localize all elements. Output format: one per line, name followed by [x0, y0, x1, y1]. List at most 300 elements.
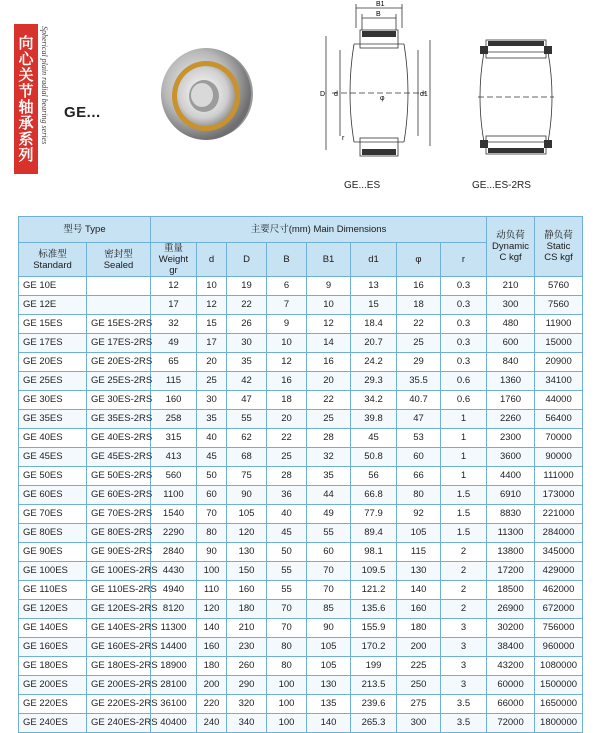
cell-weight: 18900 — [151, 657, 197, 676]
cell-dynamic-load: 18500 — [487, 581, 535, 600]
cell-weight: 65 — [151, 353, 197, 372]
table-row — [19, 676, 583, 695]
cell-d1: 121.2 — [351, 581, 397, 600]
header-B: B — [267, 243, 307, 277]
table-row — [19, 524, 583, 543]
cell-sealed: GE 80ES-2RS — [87, 524, 151, 543]
table-row — [19, 410, 583, 429]
cell-d: 80 — [197, 524, 227, 543]
cell-B: 9 — [267, 315, 307, 334]
cell-sealed: GE 40ES-2RS — [87, 429, 151, 448]
cell-r: 3 — [441, 657, 487, 676]
cell-phi: 47 — [397, 410, 441, 429]
cell-weight: 12 — [151, 277, 197, 296]
cell-r: 0.3 — [441, 277, 487, 296]
cell-d1: 66.8 — [351, 486, 397, 505]
cell-B: 6 — [267, 277, 307, 296]
cell-weight: 315 — [151, 429, 197, 448]
cell-static-load: 56400 — [535, 410, 583, 429]
cell-D: 75 — [227, 467, 267, 486]
cell-sealed: GE 17ES-2RS — [87, 334, 151, 353]
cell-static-load: 1650000 — [535, 695, 583, 714]
cell-phi: 35.5 — [397, 372, 441, 391]
cell-B: 16 — [267, 372, 307, 391]
cell-phi: 22 — [397, 315, 441, 334]
cell-sealed: GE 70ES-2RS — [87, 505, 151, 524]
label-D: D — [320, 91, 326, 98]
cell-static-load: 90000 — [535, 448, 583, 467]
cell-D: 35 — [227, 353, 267, 372]
table-row — [19, 657, 583, 676]
cell-d: 240 — [197, 714, 227, 733]
cell-B1: 140 — [307, 714, 351, 733]
cell-B1: 22 — [307, 391, 351, 410]
cell-r: 1.5 — [441, 505, 487, 524]
cell-D: 19 — [227, 277, 267, 296]
cell-r: 3.5 — [441, 714, 487, 733]
cell-sealed: GE 140ES-2RS — [87, 619, 151, 638]
cell-B: 50 — [267, 543, 307, 562]
cell-d: 45 — [197, 448, 227, 467]
table-body — [19, 277, 583, 733]
cell-r: 0.3 — [441, 334, 487, 353]
cell-d1: 56 — [351, 467, 397, 486]
cell-weight: 160 — [151, 391, 197, 410]
cell-dynamic-load: 600 — [487, 334, 535, 353]
table-row — [19, 695, 583, 714]
cell-d1: 29.3 — [351, 372, 397, 391]
cell-D: 150 — [227, 562, 267, 581]
cell-d1: 15 — [351, 296, 397, 315]
cell-dynamic-load: 26900 — [487, 600, 535, 619]
cell-weight: 28100 — [151, 676, 197, 695]
cell-phi: 140 — [397, 581, 441, 600]
cell-B: 25 — [267, 448, 307, 467]
cell-standard: GE 45ES — [19, 448, 87, 467]
cell-B1: 16 — [307, 353, 351, 372]
cell-weight: 115 — [151, 372, 197, 391]
cell-phi: 105 — [397, 524, 441, 543]
cell-D: 68 — [227, 448, 267, 467]
table-row — [19, 315, 583, 334]
cell-weight: 1540 — [151, 505, 197, 524]
cell-standard: GE 80ES — [19, 524, 87, 543]
cell-standard: GE 240ES — [19, 714, 87, 733]
cell-dynamic-load: 3600 — [487, 448, 535, 467]
cell-d: 100 — [197, 562, 227, 581]
table-row — [19, 429, 583, 448]
cell-dynamic-load: 43200 — [487, 657, 535, 676]
table-row — [19, 334, 583, 353]
cell-B1: 105 — [307, 657, 351, 676]
cell-dynamic-load: 17200 — [487, 562, 535, 581]
cell-phi: 225 — [397, 657, 441, 676]
cell-static-load: 429000 — [535, 562, 583, 581]
cell-d: 60 — [197, 486, 227, 505]
cell-r: 2 — [441, 600, 487, 619]
label-r: r — [342, 135, 345, 142]
cell-phi: 180 — [397, 619, 441, 638]
cell-B1: 32 — [307, 448, 351, 467]
table-row — [19, 448, 583, 467]
cell-D: 130 — [227, 543, 267, 562]
cell-dynamic-load: 11300 — [487, 524, 535, 543]
cell-d: 220 — [197, 695, 227, 714]
cell-d1: 50.8 — [351, 448, 397, 467]
cell-d: 90 — [197, 543, 227, 562]
cell-B: 7 — [267, 296, 307, 315]
cell-standard: GE 110ES — [19, 581, 87, 600]
cell-d: 35 — [197, 410, 227, 429]
cell-d: 15 — [197, 315, 227, 334]
cell-static-load: 345000 — [535, 543, 583, 562]
cell-B1: 9 — [307, 277, 351, 296]
cell-D: 180 — [227, 600, 267, 619]
header-static: 静负荷 Static CS kgf — [535, 217, 583, 277]
cell-d: 40 — [197, 429, 227, 448]
cell-r: 1 — [441, 448, 487, 467]
cell-B1: 135 — [307, 695, 351, 714]
cell-d: 110 — [197, 581, 227, 600]
cell-d: 30 — [197, 391, 227, 410]
cell-d1: 109.5 — [351, 562, 397, 581]
cell-dynamic-load: 8830 — [487, 505, 535, 524]
cell-B: 70 — [267, 619, 307, 638]
table-row — [19, 505, 583, 524]
cell-D: 320 — [227, 695, 267, 714]
cell-r: 1 — [441, 467, 487, 486]
cell-sealed: GE 180ES-2RS — [87, 657, 151, 676]
cell-dynamic-load: 480 — [487, 315, 535, 334]
cell-phi: 92 — [397, 505, 441, 524]
cell-static-load: 284000 — [535, 524, 583, 543]
cell-phi: 18 — [397, 296, 441, 315]
cell-sealed: GE 35ES-2RS — [87, 410, 151, 429]
cell-d1: 213.5 — [351, 676, 397, 695]
cell-D: 62 — [227, 429, 267, 448]
cell-sealed: GE 45ES-2RS — [87, 448, 151, 467]
cell-r: 2 — [441, 543, 487, 562]
cell-standard: GE 17ES — [19, 334, 87, 353]
cell-dynamic-load: 210 — [487, 277, 535, 296]
cell-sealed — [87, 277, 151, 296]
cell-B1: 49 — [307, 505, 351, 524]
label-b: B — [376, 11, 381, 18]
header-sealed: 密封型 Sealed — [87, 243, 151, 277]
cell-dynamic-load: 840 — [487, 353, 535, 372]
cell-r: 1 — [441, 429, 487, 448]
cell-weight: 560 — [151, 467, 197, 486]
table-row — [19, 619, 583, 638]
cell-r: 2 — [441, 581, 487, 600]
cell-static-load: 15000 — [535, 334, 583, 353]
cell-r: 0.6 — [441, 391, 487, 410]
cell-B: 55 — [267, 562, 307, 581]
cell-phi: 60 — [397, 448, 441, 467]
cell-B1: 130 — [307, 676, 351, 695]
cell-dynamic-load: 66000 — [487, 695, 535, 714]
cell-B1: 20 — [307, 372, 351, 391]
cell-weight: 4430 — [151, 562, 197, 581]
cell-r: 3 — [441, 619, 487, 638]
cell-static-load: 111000 — [535, 467, 583, 486]
cell-d1: 239.6 — [351, 695, 397, 714]
cell-d1: 89.4 — [351, 524, 397, 543]
cell-standard: GE 50ES — [19, 467, 87, 486]
cell-sealed: GE 200ES-2RS — [87, 676, 151, 695]
spec-table — [18, 216, 583, 733]
cell-r: 3 — [441, 638, 487, 657]
cell-static-load: 1800000 — [535, 714, 583, 733]
cell-B1: 85 — [307, 600, 351, 619]
cell-weight: 40400 — [151, 714, 197, 733]
header-D: D — [227, 243, 267, 277]
cell-phi: 275 — [397, 695, 441, 714]
cell-B1: 60 — [307, 543, 351, 562]
cell-B: 20 — [267, 410, 307, 429]
cell-weight: 11300 — [151, 619, 197, 638]
cell-standard: GE 35ES — [19, 410, 87, 429]
header-main-dimensions: 主要尺寸(mm) Main Dimensions — [151, 217, 487, 243]
table-row — [19, 467, 583, 486]
cell-d: 25 — [197, 372, 227, 391]
cell-sealed: GE 120ES-2RS — [87, 600, 151, 619]
cell-B1: 105 — [307, 638, 351, 657]
cell-static-load: 34100 — [535, 372, 583, 391]
cell-d1: 20.7 — [351, 334, 397, 353]
cell-d1: 170.2 — [351, 638, 397, 657]
cell-B1: 14 — [307, 334, 351, 353]
cell-phi: 160 — [397, 600, 441, 619]
cell-static-load: 173000 — [535, 486, 583, 505]
cell-standard: GE 12E — [19, 296, 87, 315]
cell-standard: GE 140ES — [19, 619, 87, 638]
cell-static-load: 462000 — [535, 581, 583, 600]
cell-r: 0.3 — [441, 296, 487, 315]
cell-d1: 77.9 — [351, 505, 397, 524]
cell-d1: 45 — [351, 429, 397, 448]
cell-B: 12 — [267, 353, 307, 372]
cell-standard: GE 220ES — [19, 695, 87, 714]
cell-d1: 135.6 — [351, 600, 397, 619]
cell-standard: GE 20ES — [19, 353, 87, 372]
label-b1: B1 — [376, 1, 385, 8]
cell-d: 12 — [197, 296, 227, 315]
cell-dynamic-load: 2300 — [487, 429, 535, 448]
label-d1: d1 — [420, 91, 428, 98]
cell-D: 26 — [227, 315, 267, 334]
cell-D: 55 — [227, 410, 267, 429]
cell-B1: 35 — [307, 467, 351, 486]
cell-B: 70 — [267, 600, 307, 619]
cell-d: 70 — [197, 505, 227, 524]
cell-D: 47 — [227, 391, 267, 410]
model-label: GE... — [64, 104, 101, 121]
cell-sealed — [87, 296, 151, 315]
cell-B1: 55 — [307, 524, 351, 543]
header-type: 型号 Type — [19, 217, 151, 243]
cell-standard: GE 200ES — [19, 676, 87, 695]
cell-D: 230 — [227, 638, 267, 657]
cell-sealed: GE 110ES-2RS — [87, 581, 151, 600]
cell-B1: 70 — [307, 562, 351, 581]
cell-sealed: GE 15ES-2RS — [87, 315, 151, 334]
cell-standard: GE 25ES — [19, 372, 87, 391]
bearing-photo — [56, 26, 256, 176]
cell-r: 0.3 — [441, 315, 487, 334]
cell-d: 17 — [197, 334, 227, 353]
spec-table-container — [18, 216, 582, 733]
cell-B: 100 — [267, 676, 307, 695]
cell-weight: 4940 — [151, 581, 197, 600]
cell-d: 180 — [197, 657, 227, 676]
cell-phi: 25 — [397, 334, 441, 353]
header-standard: 标准型 Standard — [19, 243, 87, 277]
label-d: d — [334, 91, 338, 98]
cell-B1: 10 — [307, 296, 351, 315]
header-d: d — [197, 243, 227, 277]
cell-d1: 155.9 — [351, 619, 397, 638]
drawing-ge-es — [296, 0, 446, 180]
cell-r: 2 — [441, 562, 487, 581]
cell-dynamic-load: 60000 — [487, 676, 535, 695]
cell-r: 1.5 — [441, 524, 487, 543]
cell-phi: 80 — [397, 486, 441, 505]
cell-B: 80 — [267, 657, 307, 676]
cell-standard: GE 120ES — [19, 600, 87, 619]
cell-d: 50 — [197, 467, 227, 486]
cell-D: 290 — [227, 676, 267, 695]
cell-weight: 32 — [151, 315, 197, 334]
cell-B1: 70 — [307, 581, 351, 600]
cell-B: 18 — [267, 391, 307, 410]
cell-B: 80 — [267, 638, 307, 657]
cell-B1: 12 — [307, 315, 351, 334]
cell-r: 3 — [441, 676, 487, 695]
table-row — [19, 600, 583, 619]
cell-d1: 13 — [351, 277, 397, 296]
cell-static-load: 1080000 — [535, 657, 583, 676]
header-dynamic: 动负荷 Dynamic C kgf — [487, 217, 535, 277]
cell-B1: 90 — [307, 619, 351, 638]
cell-B1: 44 — [307, 486, 351, 505]
table-row — [19, 277, 583, 296]
cell-B1: 28 — [307, 429, 351, 448]
cell-static-load: 1500000 — [535, 676, 583, 695]
cell-dynamic-load: 6910 — [487, 486, 535, 505]
cell-phi: 200 — [397, 638, 441, 657]
cell-phi: 66 — [397, 467, 441, 486]
cell-phi: 115 — [397, 543, 441, 562]
cell-sealed: GE 90ES-2RS — [87, 543, 151, 562]
table-row — [19, 391, 583, 410]
cell-sealed: GE 240ES-2RS — [87, 714, 151, 733]
cell-dynamic-load: 13800 — [487, 543, 535, 562]
cell-dynamic-load: 38400 — [487, 638, 535, 657]
cell-sealed: GE 25ES-2RS — [87, 372, 151, 391]
label-phi: φ — [380, 95, 385, 102]
cell-sealed: GE 30ES-2RS — [87, 391, 151, 410]
cell-B: 40 — [267, 505, 307, 524]
header-B1: B1 — [307, 243, 351, 277]
cell-sealed: GE 50ES-2RS — [87, 467, 151, 486]
cell-standard: GE 70ES — [19, 505, 87, 524]
cell-phi: 16 — [397, 277, 441, 296]
cell-d1: 18.4 — [351, 315, 397, 334]
series-subtitle: Spherical plain radial bearing series — [40, 26, 49, 145]
cell-d: 20 — [197, 353, 227, 372]
header-r: r — [441, 243, 487, 277]
table-row — [19, 353, 583, 372]
cell-D: 210 — [227, 619, 267, 638]
cell-r: 3.5 — [441, 695, 487, 714]
cell-D: 30 — [227, 334, 267, 353]
cell-d: 120 — [197, 600, 227, 619]
cell-d1: 24.2 — [351, 353, 397, 372]
series-title: 向心关节轴承系列 — [14, 24, 38, 174]
cell-static-load: 756000 — [535, 619, 583, 638]
cell-sealed: GE 160ES-2RS — [87, 638, 151, 657]
cell-standard: GE 90ES — [19, 543, 87, 562]
header-weight: 重量 Weight gr — [151, 243, 197, 277]
cell-D: 260 — [227, 657, 267, 676]
cell-static-load: 7560 — [535, 296, 583, 315]
table-row — [19, 372, 583, 391]
cell-dynamic-load: 72000 — [487, 714, 535, 733]
cell-d1: 98.1 — [351, 543, 397, 562]
cell-phi: 29 — [397, 353, 441, 372]
cell-B: 55 — [267, 581, 307, 600]
cell-weight: 2840 — [151, 543, 197, 562]
cell-d: 140 — [197, 619, 227, 638]
drawing-ge-es-2rs — [468, 12, 564, 180]
cell-phi: 53 — [397, 429, 441, 448]
cell-static-load: 5760 — [535, 277, 583, 296]
table-row — [19, 714, 583, 733]
cell-d1: 34.2 — [351, 391, 397, 410]
cell-sealed: GE 60ES-2RS — [87, 486, 151, 505]
cell-standard: GE 40ES — [19, 429, 87, 448]
table-row — [19, 562, 583, 581]
cell-D: 42 — [227, 372, 267, 391]
cell-sealed: GE 20ES-2RS — [87, 353, 151, 372]
cell-B: 28 — [267, 467, 307, 486]
cell-D: 105 — [227, 505, 267, 524]
cell-weight: 1100 — [151, 486, 197, 505]
cell-r: 0.6 — [441, 372, 487, 391]
cell-phi: 250 — [397, 676, 441, 695]
cell-sealed: GE 220ES-2RS — [87, 695, 151, 714]
header-phi: φ — [397, 243, 441, 277]
cell-phi: 40.7 — [397, 391, 441, 410]
cell-weight: 2290 — [151, 524, 197, 543]
cell-dynamic-load: 1760 — [487, 391, 535, 410]
cell-dynamic-load: 2260 — [487, 410, 535, 429]
cell-dynamic-load: 1360 — [487, 372, 535, 391]
cell-phi: 300 — [397, 714, 441, 733]
cell-r: 1.5 — [441, 486, 487, 505]
cell-B1: 25 — [307, 410, 351, 429]
cell-B: 22 — [267, 429, 307, 448]
table-row — [19, 543, 583, 562]
cell-static-load: 221000 — [535, 505, 583, 524]
cell-sealed: GE 100ES-2RS — [87, 562, 151, 581]
cell-weight: 14400 — [151, 638, 197, 657]
table-row — [19, 581, 583, 600]
cell-weight: 413 — [151, 448, 197, 467]
cell-d1: 39.8 — [351, 410, 397, 429]
cell-d: 200 — [197, 676, 227, 695]
